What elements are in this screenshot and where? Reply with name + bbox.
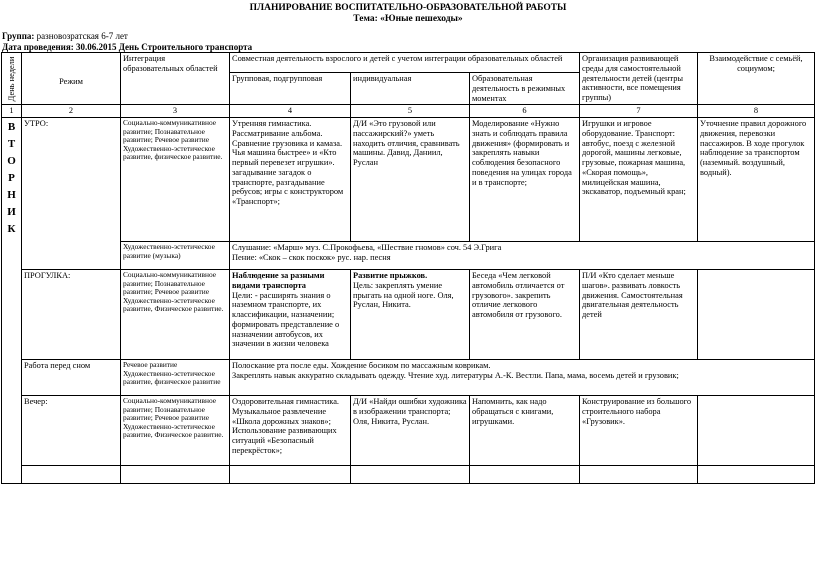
evening-regime: Вечер:	[22, 396, 121, 466]
column-number: 2	[22, 105, 121, 118]
empty-cell	[698, 466, 815, 484]
morning-integration: Социально-коммуникативное развитие; Познавательное развитие; Речевое развитие Художественно-эстетическое развитие, физическое развитие.	[121, 118, 230, 242]
plan-table	[1, 52, 815, 484]
music-listening: Слушание: «Марш» муз. С.Прокофьева, «Шествие гномов» соч. 54 Э.Грига	[232, 243, 502, 252]
before-sleep-regime: Работа перед сном	[22, 360, 121, 396]
column-numbers-row	[2, 105, 815, 118]
integration-header: Интеграция образовательных областей	[121, 53, 230, 105]
day-letter: Т	[7, 138, 16, 151]
morning-environment: Игрушки и игровое оборудование. Транспорт: автобус, поезд с железной дорогой, машины легковые, грузовые, пожарная машина, «Скорая помощь», милицейская машина, экскаватор, подъемный кран;	[580, 118, 698, 242]
group-value: разновозратская 6-7 лет	[34, 31, 128, 41]
column-number: 3	[121, 105, 230, 118]
date-line: Дата проведения: 30.06.2015 День Строительного транспорта	[2, 42, 253, 52]
empty-cell	[22, 466, 121, 484]
walk-group-title: Наблюдение за разными видами транспорта	[232, 271, 325, 290]
day-letter: О	[7, 155, 16, 168]
day-letter: В	[7, 121, 16, 133]
individual-header: индивидуальная	[351, 73, 470, 105]
empty-cell	[351, 466, 470, 484]
walk-individual-title: Развитие прыжков.	[353, 271, 428, 280]
day-letter: И	[7, 206, 16, 219]
empty-cell	[580, 466, 698, 484]
empty-cell	[230, 466, 351, 484]
morning-interaction: Уточнение правил дорожного движения, перевозки пассажиров. В ходе прогулок наблюдение за транспортом (наземный. воздушный, водный).	[698, 118, 815, 242]
educational-header: Образовательная деятельность в режимных моментах	[470, 73, 580, 105]
walk-regime: ПРОГУЛКА:	[22, 270, 121, 360]
day-header: День недели	[2, 53, 22, 105]
walk-group-activity	[230, 270, 351, 360]
walk-row	[2, 270, 815, 360]
walk-educational-activity: Беседа «Чем легковой автомобиль отличается от грузового». закрепить отличие легкового автомобиля от грузового.	[470, 270, 580, 360]
music-row	[2, 242, 815, 270]
morning-row	[2, 118, 815, 242]
column-number: 7	[580, 105, 698, 118]
morning-individual-activity: Д/И «Это грузовой или пассажирский?» уметь находить отличия, сравнивать машины. Давид, Даниил, Руслан	[351, 118, 470, 242]
empty-cell	[470, 466, 580, 484]
walk-group-text: Цели: - расширять знания о наземном транспорте, их классификации, назначении; формировать представление о назначении автобусов, их значении в жизни человека	[232, 290, 340, 349]
before-sleep-reading: Закреплять навык аккуратно складывать одежду. Чтение худ. литературы А.-К. Вестли. Папа, мама, восемь детей и грузовик;	[232, 370, 679, 380]
music-activities	[230, 242, 815, 270]
empty-cell	[121, 466, 230, 484]
evening-educational-activity: Напомнить, как надо обращаться с книгами, игрушками.	[470, 396, 580, 466]
environment-header: Организация развивающей среды для самостоятельной деятельности детей (центры активности, все помещения группы)	[580, 53, 698, 105]
evening-individual-activity: Д/И «Найди ошибки художника в изображении транспорта; Оля, Никита, Руслан.	[351, 396, 470, 466]
interaction-header: Взаимодействие с семьёй, социумом;	[698, 53, 815, 105]
evening-environment: Конструирование из большого строительного набора «Грузовик».	[580, 396, 698, 466]
music-integration: Художественно-эстетическое развитие (музыка)	[121, 242, 230, 270]
column-number: 6	[470, 105, 580, 118]
walk-interaction	[698, 270, 815, 360]
walk-integration: Социально-коммуникативное развитие; Познавательное развитие; Речевое развитие Художественно-эстетическое развитие, Физическое развитие.	[121, 270, 230, 360]
evening-group-activity: Оздоровительная гимнастика. Музыкальное развлечение «Школа дорожных знаков»; Использование развивающих ситуаций «Безопасный перекрёсток»;	[230, 396, 351, 466]
evening-interaction	[698, 396, 815, 466]
group-header: Групповая, подгрупповая	[230, 73, 351, 105]
group-line	[2, 31, 128, 41]
day-letter: Н	[7, 189, 16, 202]
empty-row	[2, 466, 815, 484]
morning-group-activity: Утренняя гимнастика. Рассматривание альбома. Сравнение грузовика и камаза. Чья машина быстрее» и «Кто первый перевезет игрушки». загадывание загадок о транспорте, разгадывание ребусов; игры с конструктором «Транспорт»;	[230, 118, 351, 242]
theme-title: Тема: «Юные пешеходы»	[353, 14, 463, 24]
column-number: 4	[230, 105, 351, 118]
day-name	[2, 118, 22, 484]
music-singing: Пение: «Скок – скок поскок» рус. нар. песня	[232, 252, 391, 262]
column-number: 5	[351, 105, 470, 118]
day-letter: К	[7, 223, 16, 236]
walk-individual-text: Цель: закреплять умение прыгать на одной ноге. Оля, Руслан, Никита.	[353, 280, 454, 310]
before-sleep-row	[2, 360, 815, 396]
group-label: Группа:	[2, 31, 35, 41]
column-number: 8	[698, 105, 815, 118]
header-row	[2, 53, 815, 73]
document-title: ПЛАНИРОВАНИЕ ВОСПИТАТЕЛЬНО-ОБРАЗОВАТЕЛЬНОЙ РАБОТЫ	[249, 3, 567, 13]
morning-educational-activity: Моделирование «Нужно знать и соблюдать правила движения» (формировать и закреплять навыки соблюдения безопасного поведения на улицах города и в транспорте;	[470, 118, 580, 242]
column-number: 1	[2, 105, 22, 118]
evening-integration: Социально-коммуникативное развитие; Познавательное развитие; Речевое развитие Художественно-эстетическое развитие, Физическое развитие.	[121, 396, 230, 466]
regime-header: Режим	[22, 53, 121, 105]
morning-regime: УТРО:	[22, 118, 121, 270]
walk-environment: П/И «Кто сделает меньше шагов». развивать ловкость движения. Самостоятельная двигательная деятельность детей	[580, 270, 698, 360]
before-sleep-integration: Речевое развитие Художественно-эстетическое развитие, физическое развитие	[121, 360, 230, 396]
before-sleep-activities	[230, 360, 815, 396]
day-letter: Р	[8, 172, 15, 185]
evening-row	[2, 396, 815, 466]
before-sleep-hygiene: Полоскание рта после еды. Хождение босиком по массажным коврикам.	[232, 361, 491, 370]
walk-individual-activity	[351, 270, 470, 360]
joint-header: Совместная деятельность взрослого и детей с учетом интеграции образовательных областей	[230, 53, 580, 73]
